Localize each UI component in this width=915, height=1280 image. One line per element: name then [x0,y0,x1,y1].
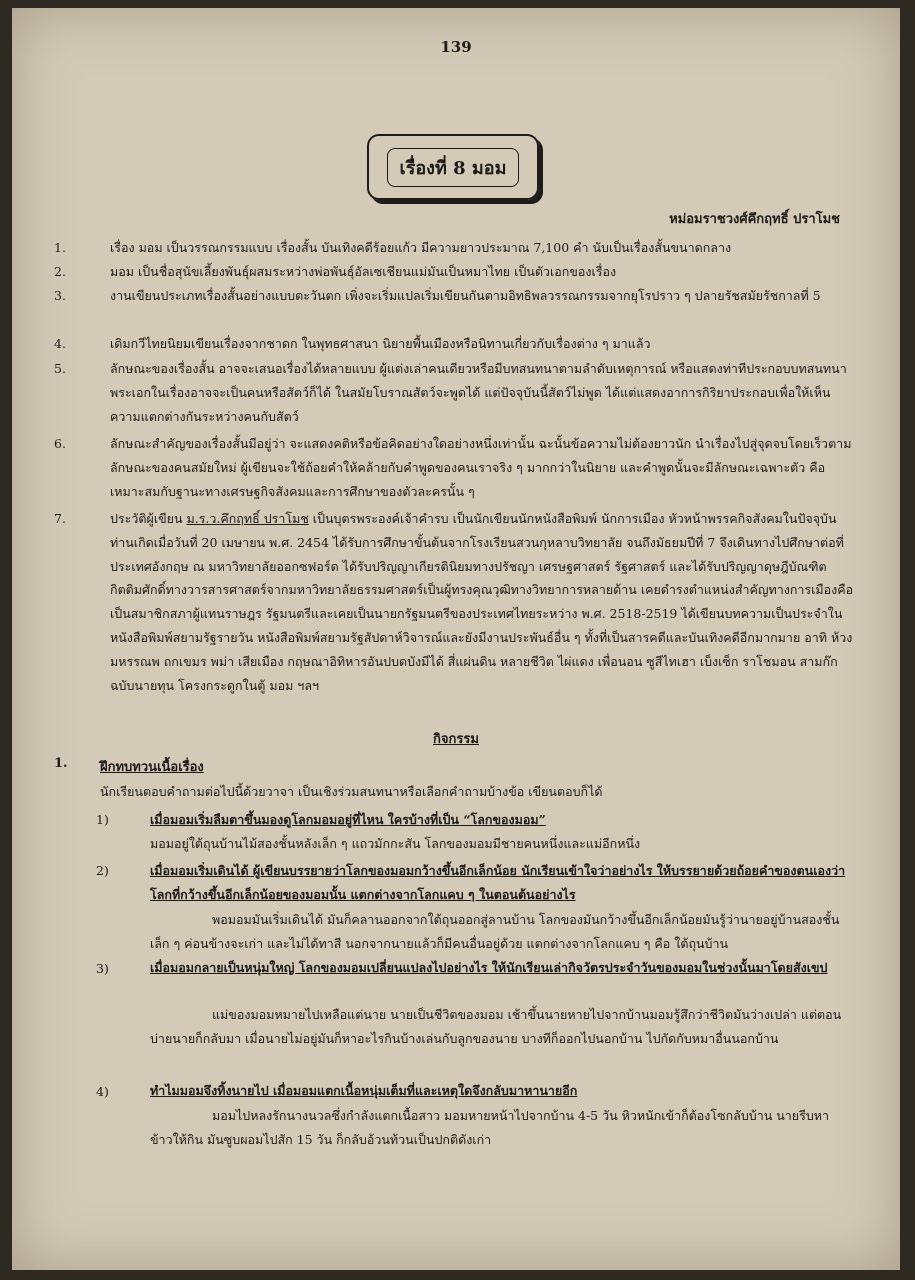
item-number: 7. [54,511,66,526]
author-short-name: ม.ร.ว.คึกฤทธิ์ ปราโมช [186,511,309,526]
section-instructions: นักเรียนตอบคำถามต่อไปนี้ด้วยวาจา เป็นเชิงร่วมสนทนาหรือเลือกคำถามบ้างข้อ เขียนตอบก็ได้ [100,784,603,799]
page-number: 139 [440,38,472,56]
answer-text: มอมไปหลงรักนางนวลซึ่งกำลังแตกเนื้อสาว มอมหายหน้าไปจากบ้าน 4-5 วัน หิวหนักเข้าก็ต้องโซกลับบ้าน นายรีบหาข้าวให้กิน มันซูบผอมไปสัก 15 วัน ก็กลับอ้วนท้วนเป็นปกติดังเก่า [150,1108,830,1147]
question-text: เมื่อมอมเริ่มเดินได้ ผู้เขียนบรรยายว่าโลกของมอมกว้างขึ้นอีกเล็กน้อย นักเรียนเข้าใจว่าอย่างไร ให้บรรยายด้วยถ้อยคำของตนเองว่าโลกที่กว้างขึ้นอีกเล็กน้อยของมอมนั้น แตกต่างจากโลกแคบ ๆ ในตอนต้นอย่างไร [150,863,846,902]
document-page [12,8,900,1270]
section-title: ฝึกทบทวนเนื้อเรื่อง [100,760,204,775]
item-number: 5. [54,361,66,376]
item-text: ลักษณะของเรื่องสั้น อาจจะเสนอเรื่องได้หลายแบบ ผู้แต่งเล่าคนเดียวหรือมีบทสนทนาตามลำดับเหตุการณ์ หรือแสดงท่าทีประกอบบทสนทนา พระเอกในเรื่องอาจจะเป็นคนหรือสัตว์ก็ได้ ในสมัยโบราณสัตว์จะพูดได้ แต่ปัจจุบันนี้สัตว์ไม่พูด ได้แต่แสดงอาการกิริยาประกอบเพื่อให้เห็นความแตกต่างกันระหว่างคนกับสัตว์ [110,361,847,424]
item-text: ลักษณะสำคัญของเรื่องสั้นมีอยู่ว่า จะแสดงคติหรือข้อคิดอย่างใดอย่างหนึ่งเท่านั้น ฉะนั้นข้อความไม่ต้องยาวนัก นำเรื่องไปสู่จุดจบโดยเร็วตามลักษณะของคนสมัยใหม่ ผู้เขียนจะใช้ถ้อยคำให้คล้ายกับคำพูดของคนเราจริง ๆ มากกว่าในนิยาย และคำพูดนั้นจะมีลักษณะเฉพาะตัว คือเหมาะสมกับฐานะทางเศรษฐกิจสังคมและการศึกษาของตัวละครนั้น ๆ [110,436,852,499]
item-number: 3. [54,288,66,303]
author-name: หม่อมราชวงศ์คึกฤทธิ์ ปราโมช [669,212,840,227]
question-number: 1) [96,812,109,827]
story-title: เรื่องที่ 8 มอม [387,148,520,187]
section-number: 1. [54,756,68,771]
item-text: เดิมกวีไทยนิยมเขียนเรื่องจากชาดก ในพุทธศาสนา นิยายพื้นเมืองหรือนิทานเกี่ยวกับเรื่องต่าง ๆ มาแล้ว [110,336,651,351]
biography-paragraph [110,507,855,697]
item-text: งานเขียนประเภทเรื่องสั้นอย่างแบบตะวันตก เพิ่งจะเริ่มแปลเริ่มเขียนกันตามอิทธิพลวรรณกรรมจากยุโรปราว ๆ ปลายรัชสมัยรัชกาลที่ 5 [110,288,821,303]
question-number: 2) [96,863,109,878]
answer-text: พอมอมมันเริ่มเดินได้ มันก็คลานออกจากใต้ถุนออกสู่ลานบ้าน โลกของมันกว้างขึ้นอีกเล็กน้อยมันรู้ว่านายอยู่บ้านสองชั้นเล็ก ๆ ค่อนข้างจะเก่า และไม่ได้ทาสี นอกจากนายแล้วก็มีคนอื่นอยู่ด้วย แตกต่างจากโลกแคบ ๆ คือ ใต้ถุนบ้าน [150,912,840,951]
item-text: มอม เป็นชื่อสุนัขเลี้ยงพันธุ์ผสมระหว่างพ่อพันธุ์อัลเซเชียนแม่มันเป็นหมาไทย เป็นตัวเอกของเรื่อง [110,264,617,279]
item-text: เรื่อง มอม เป็นวรรณกรรมแบบ เรื่องสั้น บันเทิงคดีร้อยแก้ว มีความยาวประมาณ 7,100 คำ นับเป็นเรื่องสั้นขนาดกลาง [110,240,732,255]
title-frame [367,134,539,200]
biography-lead: ประวัติผู้เขียน [110,511,187,526]
item-number: 2. [54,264,66,279]
item-number: 1. [54,240,66,255]
biography-text: เป็นบุตรพระองค์เจ้าคำรบ เป็นนักเขียนนักหนังสือพิมพ์ นักการเมือง หัวหน้าพรรคกิจสังคมในปัจจุบัน ท่านเกิดเมื่อวันที่ 20 เมษายน พ.ศ. 2454 ได้รับการศึกษาขั้นต้นจากโรงเรียนสวนกุหลาบวิทยาลัย จนถึงมัธยมปีที่ 7 จึงเดินทางไปศึกษาต่อที่ประเทศอังกฤษ ณ มหาวิทยาลัยออกซฟอร์ด ได้รับปริญญาเกียรตินิยมทางปรัชญา เศรษฐศาสตร์ รัฐศาสตร์ และได้รับปริญญาดุษฎีบัณฑิตกิตติมศักดิ์ทางวารสารศาสตร์จากมหาวิทยาลัยธรรมศาสตร์เป็นผู้ทรงคุณวุฒิทางวิทยาการหลายด้าน เคยดำรงตำแหน่งสำคัญทางการเมืองคือเป็นสมาชิกสภาผู้แทนราษฎร รัฐมนตรีและเคยเป็นนายกรัฐมนตรีของประเทศไทยระหว่าง พ.ศ. 2518-2519 ได้เขียนบทความเป็นประจำในหนังสือพิมพ์สยามรัฐรายวัน หนังสือพิมพ์สยามรัฐสัปดาห์วิจารณ์และยังมีงานประพันธ์อื่น ๆ ทั้งที่เป็นสารคดีและบันเทิงคดีอีกมากมาย อาทิ ห้วงมหรรณพ ถกเขมร พม่า เสียเมือง กฤษณาอิทิหารอันปบดบังมีได้ สี่แผ่นดิน หลายชีวิต ไผ่แดง เพื่อนอน ซูสีไทเฮา เบ็งเซ็ก ราโชมอน สามก๊กฉบับนายทุน โครงกระดูกในตู้ มอม ฯลฯ [110,511,854,693]
question-number: 4) [96,1084,109,1099]
question-text: เมื่อมอมกลายเป็นหนุ่มใหญ่ โลกของมอมเปลี่ยนแปลงไปอย่างไร ให้นักเรียนเล่ากิจวัตรประจำวันของมอมในช่วงนั้นมาโดยสังเขป [150,960,828,975]
item-number: 6. [54,436,66,451]
answer-text: มอมอยู่ใต้ถุนบ้านไม้สองชั้นหลังเล็ก ๆ แถวมักกะสัน โลกของมอมมีชายคนหนึ่งและแม่อีกหนึ่ง [150,836,641,851]
question-text: ทำไมมอมจึงทิ้งนายไป เมื่อมอมแตกเนื้อหนุ่มเต็มที่และเหตุใดจึงกลับมาหานายอีก [150,1083,578,1098]
activity-heading: กิจกรรม [433,732,479,747]
item-number: 4. [54,336,66,351]
answer-text: แม่ของมอมหมายไปเหลือแต่นาย นายเป็นชีวิตของมอม เช้าขึ้นนายหายไปจากบ้านมอมรู้สึกว่าชีวิตมันว่างเปล่า แต่ตอนบ่ายนายก็กลับมา เมื่อนายไม่อยู่มันก็หาอะไรกินบ้างเล่นกับลูกของนาย บางทีก็ออกไปนอกบ้าน ไปกัดกับหมาอื่นนอกบ้าน [150,1007,842,1046]
question-number: 3) [96,961,109,976]
question-text: เมื่อมอมเริ่มลืมตาขึ้นมองดูโลกมอมอยู่ที่ไหน ใครบ้างที่เป็น “โลกของมอม” [150,812,546,827]
